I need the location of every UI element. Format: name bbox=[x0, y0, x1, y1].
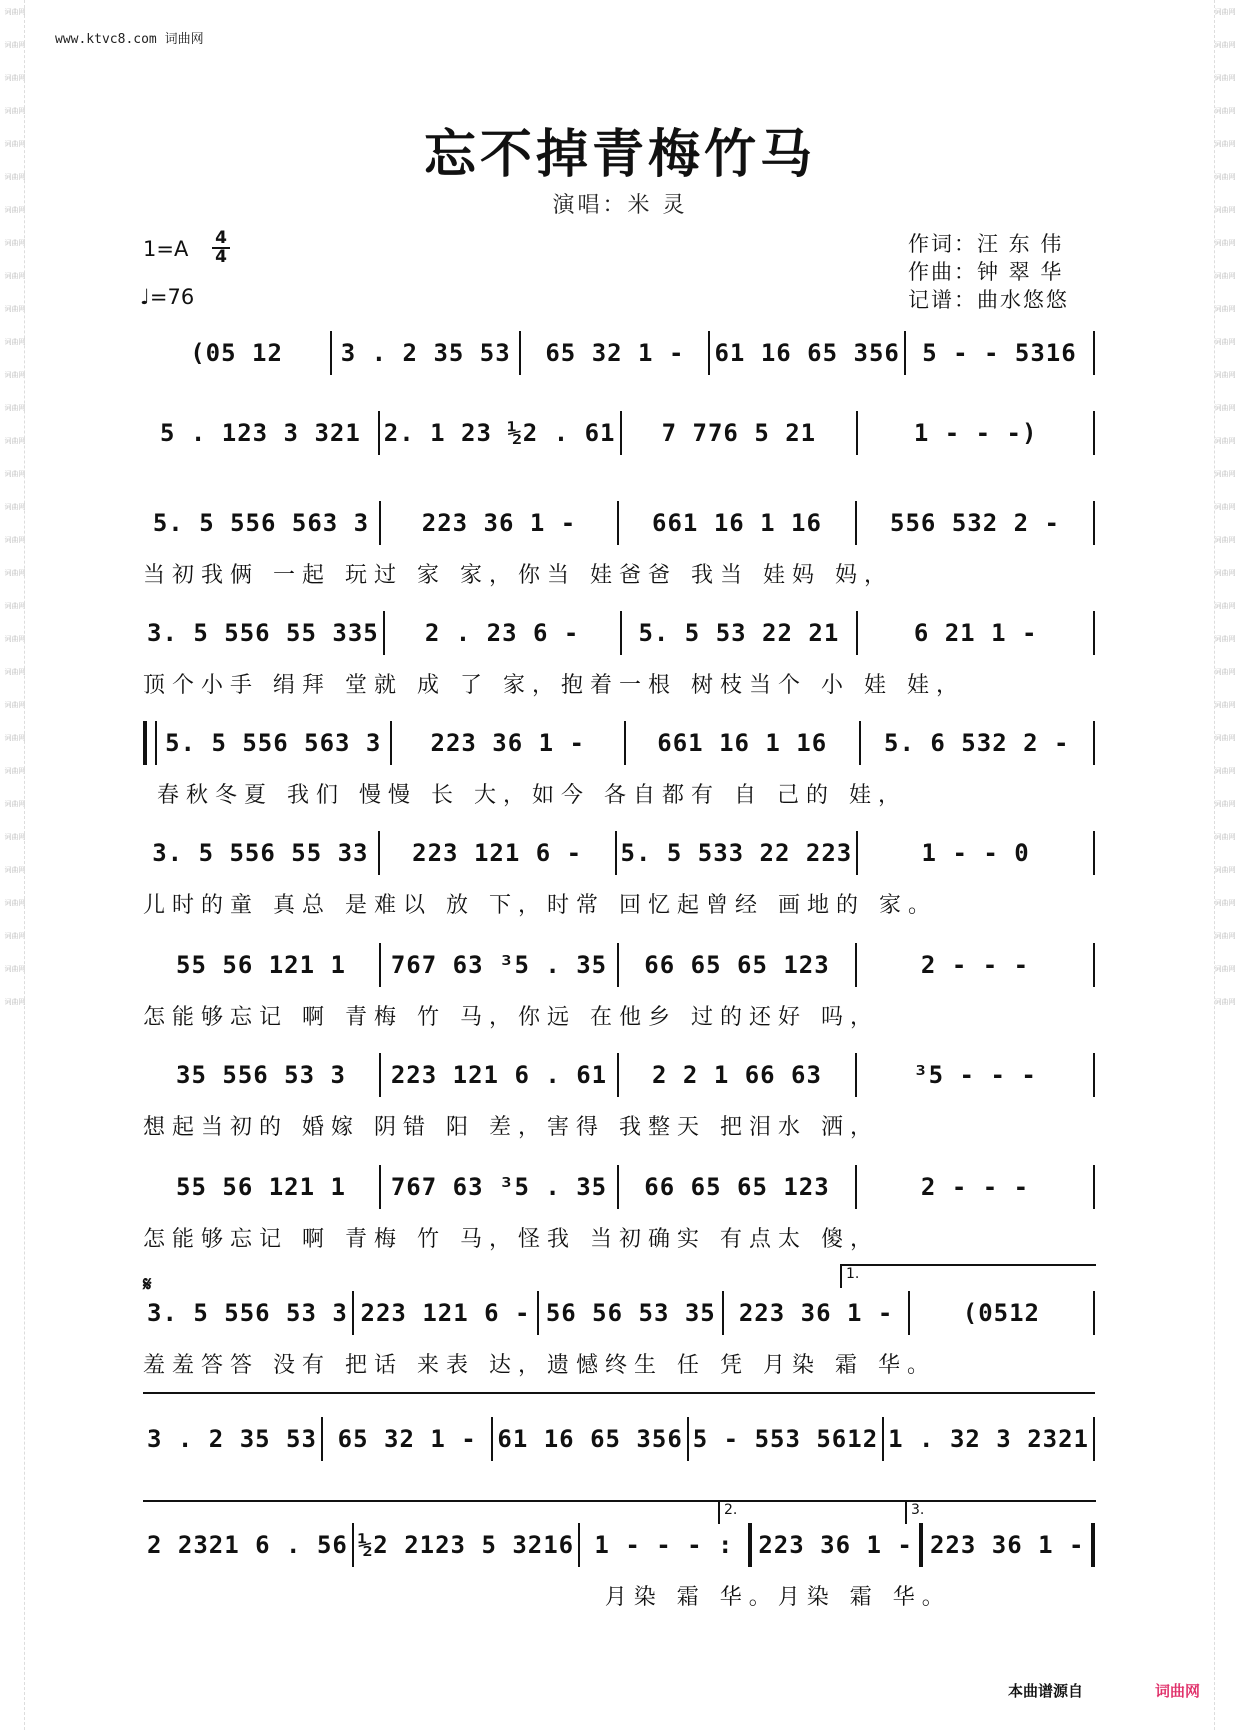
watermark-text: 词曲网 bbox=[1214, 41, 1236, 49]
watermark-text: 词曲网 bbox=[4, 107, 26, 115]
measure: 3 . 2 35 53 bbox=[147, 1425, 317, 1453]
lyricist: 作词：汪 东 伟 bbox=[908, 232, 1064, 256]
right-dashed-line bbox=[1214, 0, 1215, 1730]
measure: ³5 - - - bbox=[913, 1061, 1037, 1089]
watermark-text: 词曲网 bbox=[1214, 767, 1236, 775]
watermark-text: 词曲网 bbox=[1214, 140, 1236, 148]
barline bbox=[1093, 1291, 1095, 1335]
watermark-text: 词曲网 bbox=[1214, 239, 1236, 247]
credits bbox=[908, 230, 1069, 314]
measure: 1 - - 0 bbox=[921, 839, 1030, 867]
measure: 2. 1 23 ½2 . 61 bbox=[383, 419, 616, 447]
meter-bottom: 4 bbox=[212, 247, 230, 266]
volta-first: 1. bbox=[840, 1264, 1096, 1288]
notation-row bbox=[143, 410, 1095, 456]
key-signature: 1=A bbox=[143, 237, 189, 261]
watermark-text: 词曲网 bbox=[4, 866, 26, 874]
measure: 65 32 1 - bbox=[545, 339, 685, 367]
measure: 5. 5 556 563 3 bbox=[152, 509, 370, 537]
watermark-text: 词曲网 bbox=[1214, 173, 1236, 181]
barline bbox=[1093, 831, 1095, 875]
notation-row bbox=[143, 942, 1095, 988]
watermark-text: 词曲网 bbox=[1214, 833, 1236, 841]
lyric-line: 怎能够忘记 啊 青梅 竹 马，怪我 当初确实 有点太 傻， bbox=[143, 1227, 879, 1252]
time-signature bbox=[212, 230, 230, 266]
song-title: 忘不掉青梅竹马 bbox=[423, 124, 816, 185]
notation-row bbox=[143, 330, 1095, 376]
watermark-text: 词曲网 bbox=[4, 437, 26, 445]
watermark-text: 词曲网 bbox=[4, 932, 26, 940]
measure: 55 56 121 1 bbox=[176, 1173, 346, 1201]
watermark-text: 词曲网 bbox=[4, 173, 26, 181]
barline bbox=[1093, 411, 1095, 455]
meter-top: 4 bbox=[215, 228, 227, 248]
watermark-text: 词曲网 bbox=[4, 503, 26, 511]
watermark-text: 词曲网 bbox=[4, 305, 26, 313]
measure: 661 16 1 16 bbox=[652, 509, 822, 537]
measure: 556 532 2 - bbox=[890, 509, 1060, 537]
composer: 作曲：钟 翠 华 bbox=[908, 260, 1064, 284]
singer-line: 演唱：米 灵 bbox=[552, 193, 688, 218]
watermark-text: 词曲网 bbox=[1214, 965, 1236, 973]
measure: 5. 5 533 22 223 bbox=[620, 839, 853, 867]
notation-row bbox=[143, 830, 1095, 876]
watermark-text: 词曲网 bbox=[4, 338, 26, 346]
watermark-text: 词曲网 bbox=[4, 899, 26, 907]
watermark-text: 词曲网 bbox=[4, 74, 26, 82]
watermark-text: 词曲网 bbox=[4, 998, 26, 1006]
measure: 223 36 1 - bbox=[430, 729, 585, 757]
watermark-text: 词曲网 bbox=[1214, 536, 1236, 544]
watermark-text: 词曲网 bbox=[4, 734, 26, 742]
watermark-text: 词曲网 bbox=[1214, 635, 1236, 643]
measure: 5 . 123 3 321 bbox=[159, 419, 361, 447]
watermark-text: 词曲网 bbox=[4, 833, 26, 841]
notation-row bbox=[143, 1290, 1095, 1336]
watermark-text: 词曲网 bbox=[4, 206, 26, 214]
section-divider-1 bbox=[143, 1392, 1095, 1394]
measure: 7 776 5 21 bbox=[661, 419, 817, 447]
measure: 2 2 1 66 63 bbox=[652, 1061, 822, 1089]
watermark-text: 词曲网 bbox=[4, 602, 26, 610]
watermark-text: 词曲网 bbox=[1214, 404, 1236, 412]
watermark-text: 词曲网 bbox=[4, 272, 26, 280]
right-watermark-strip bbox=[1214, 0, 1236, 1730]
watermark-text: 词曲网 bbox=[1214, 932, 1236, 940]
watermark-text: 词曲网 bbox=[4, 536, 26, 544]
measure: 3 . 2 35 53 bbox=[340, 339, 511, 367]
watermark-text: 词曲网 bbox=[4, 8, 26, 16]
measure: 61 16 65 356 bbox=[497, 1425, 683, 1453]
measure: 55 56 121 1 bbox=[176, 951, 346, 979]
measure: 66 65 65 123 bbox=[644, 1173, 830, 1201]
measure: 3. 5 556 55 335 bbox=[147, 619, 379, 647]
measure: 1 - - - : bbox=[594, 1531, 734, 1559]
lyric-line: 月染 霜 华。月染 霜 华。 bbox=[143, 1585, 951, 1610]
barline bbox=[1093, 943, 1095, 987]
lyric-line: 春秋冬夏 我们 慢慢 长 大，如今 各自都有 自 己的 娃， bbox=[143, 783, 907, 808]
watermark-text: 词曲网 bbox=[1214, 998, 1236, 1006]
barline bbox=[1091, 1523, 1095, 1567]
barline bbox=[1093, 1165, 1095, 1209]
measure: 2 . 23 6 - bbox=[424, 619, 580, 647]
watermark-text: 词曲网 bbox=[4, 701, 26, 709]
watermark-text: 词曲网 bbox=[1214, 866, 1236, 874]
barline bbox=[143, 721, 157, 765]
measure: 3. 5 556 55 33 bbox=[152, 839, 369, 867]
watermark-text: 词曲网 bbox=[1214, 503, 1236, 511]
watermark-text: 词曲网 bbox=[1214, 272, 1236, 280]
footer-source: 本曲谱源自 bbox=[1008, 1682, 1084, 1700]
notation-row bbox=[143, 610, 1095, 656]
watermark-text: 词曲网 bbox=[1214, 338, 1236, 346]
measure: 223 121 6 . 61 bbox=[390, 1061, 608, 1089]
barline bbox=[1093, 1417, 1095, 1461]
measure: 5. 6 532 2 - bbox=[884, 729, 1070, 757]
measure: 1 - - -) bbox=[913, 419, 1038, 447]
measure: ½2 2123 5 3216 bbox=[357, 1531, 575, 1559]
notation-row bbox=[143, 1164, 1095, 1210]
notation-row bbox=[143, 500, 1095, 546]
watermark-text: 词曲网 bbox=[4, 668, 26, 676]
watermark-text: 词曲网 bbox=[4, 767, 26, 775]
notation-row bbox=[143, 1522, 1095, 1568]
measure: 223 36 1 - bbox=[758, 1531, 913, 1559]
measure: 767 63 ³5 . 35 bbox=[390, 1173, 608, 1201]
measure: 223 121 6 - bbox=[412, 839, 583, 867]
watermark-text: 词曲网 bbox=[1214, 569, 1236, 577]
left-dashed-line bbox=[24, 0, 25, 1730]
lyric-line: 当初我俩 一起 玩过 家 家，你当 娃爸爸 我当 娃妈 妈， bbox=[143, 563, 893, 588]
watermark-text: 词曲网 bbox=[4, 965, 26, 973]
measure: 35 556 53 3 bbox=[176, 1061, 346, 1089]
watermark-text: 词曲网 bbox=[1214, 206, 1236, 214]
measure: 66 65 65 123 bbox=[644, 951, 830, 979]
site-url[interactable]: www.ktvc8.com 词曲网 bbox=[55, 32, 204, 47]
measure: 5. 5 53 22 21 bbox=[638, 619, 840, 647]
lyric-line: 儿时的童 真总 是难以 放 下，时常 回忆起曾经 画地的 家。 bbox=[143, 893, 937, 918]
measure: 2 2321 6 . 56 bbox=[147, 1531, 348, 1559]
notation-row bbox=[143, 720, 1095, 766]
watermark-text: 词曲网 bbox=[1214, 800, 1236, 808]
measure: 65 32 1 - bbox=[337, 1425, 477, 1453]
segno-sign: 𝄋 bbox=[143, 1272, 152, 1296]
lyric-line: 顶个小手 绢拜 堂就 成 了 家，抱着一根 树枝当个 小 娃 娃， bbox=[143, 673, 965, 698]
measure: 2 - - - bbox=[920, 1173, 1030, 1201]
volta-second: 2. bbox=[718, 1500, 904, 1524]
watermark-text: 词曲网 bbox=[4, 404, 26, 412]
watermark-text: 词曲网 bbox=[1214, 668, 1236, 676]
tempo-mark: ♩=76 bbox=[140, 285, 195, 309]
measure: 223 36 1 - bbox=[738, 1299, 894, 1327]
measure: 5 - - 5316 bbox=[922, 339, 1077, 367]
watermark-text: 词曲网 bbox=[1214, 734, 1236, 742]
footer-site-link[interactable]: 词曲网 bbox=[1155, 1682, 1201, 1700]
lyric-line: 羞羞答答 没有 把话 来表 达，遗憾终生 任 凭 月染 霜 华。 bbox=[143, 1353, 936, 1378]
measure: 767 63 ³5 . 35 bbox=[390, 951, 608, 979]
transcriber: 记谱：曲水悠悠 bbox=[908, 288, 1069, 312]
measure: 5. 5 556 563 3 bbox=[165, 729, 382, 757]
measure: 223 36 1 - bbox=[929, 1531, 1085, 1559]
measure: 56 56 53 35 bbox=[545, 1299, 716, 1327]
watermark-text: 词曲网 bbox=[4, 239, 26, 247]
watermark-text: 词曲网 bbox=[1214, 701, 1236, 709]
left-watermark-strip bbox=[4, 0, 26, 1730]
watermark-text: 词曲网 bbox=[1214, 74, 1236, 82]
watermark-text: 词曲网 bbox=[4, 569, 26, 577]
watermark-text: 词曲网 bbox=[1214, 305, 1236, 313]
measure: 223 121 6 - bbox=[360, 1299, 531, 1327]
notation-row bbox=[143, 1416, 1095, 1462]
watermark-text: 词曲网 bbox=[1214, 437, 1236, 445]
watermark-text: 词曲网 bbox=[4, 140, 26, 148]
watermark-text: 词曲网 bbox=[1214, 371, 1236, 379]
barline bbox=[1093, 1053, 1095, 1097]
watermark-text: 词曲网 bbox=[4, 371, 26, 379]
watermark-text: 词曲网 bbox=[4, 41, 26, 49]
notation-row bbox=[143, 1052, 1095, 1098]
lyric-line: 怎能够忘记 啊 青梅 竹 马，你远 在他乡 过的还好 吗， bbox=[143, 1005, 879, 1030]
measure: 3. 5 556 53 3 bbox=[147, 1299, 348, 1327]
watermark-text: 词曲网 bbox=[1214, 8, 1236, 16]
lyric-line: 想起当初的 婚嫁 阴错 阳 差，害得 我整天 把泪水 洒， bbox=[143, 1115, 879, 1140]
watermark-text: 词曲网 bbox=[1214, 107, 1236, 115]
measure: 5 - 553 5612 bbox=[692, 1425, 879, 1453]
watermark-text: 词曲网 bbox=[1214, 470, 1236, 478]
measure: (05 12 bbox=[190, 339, 283, 367]
measure: 1 . 32 3 2321 bbox=[888, 1425, 1089, 1453]
measure: 661 16 1 16 bbox=[657, 729, 828, 757]
volta-third: 3. bbox=[905, 1500, 1096, 1524]
barline bbox=[1093, 501, 1095, 545]
measure: 2 - - - bbox=[920, 951, 1030, 979]
barline bbox=[1093, 331, 1095, 375]
watermark-text: 词曲网 bbox=[4, 635, 26, 643]
watermark-text: 词曲网 bbox=[4, 470, 26, 478]
barline bbox=[1093, 721, 1095, 765]
barline bbox=[1093, 611, 1095, 655]
watermark-text: 词曲网 bbox=[4, 800, 26, 808]
measure: 6 21 1 - bbox=[913, 619, 1038, 647]
measure: 223 36 1 - bbox=[421, 509, 577, 537]
measure: (0512 bbox=[962, 1299, 1040, 1327]
watermark-text: 词曲网 bbox=[1214, 602, 1236, 610]
watermark-text: 词曲网 bbox=[1214, 899, 1236, 907]
measure: 61 16 65 356 bbox=[714, 339, 900, 367]
